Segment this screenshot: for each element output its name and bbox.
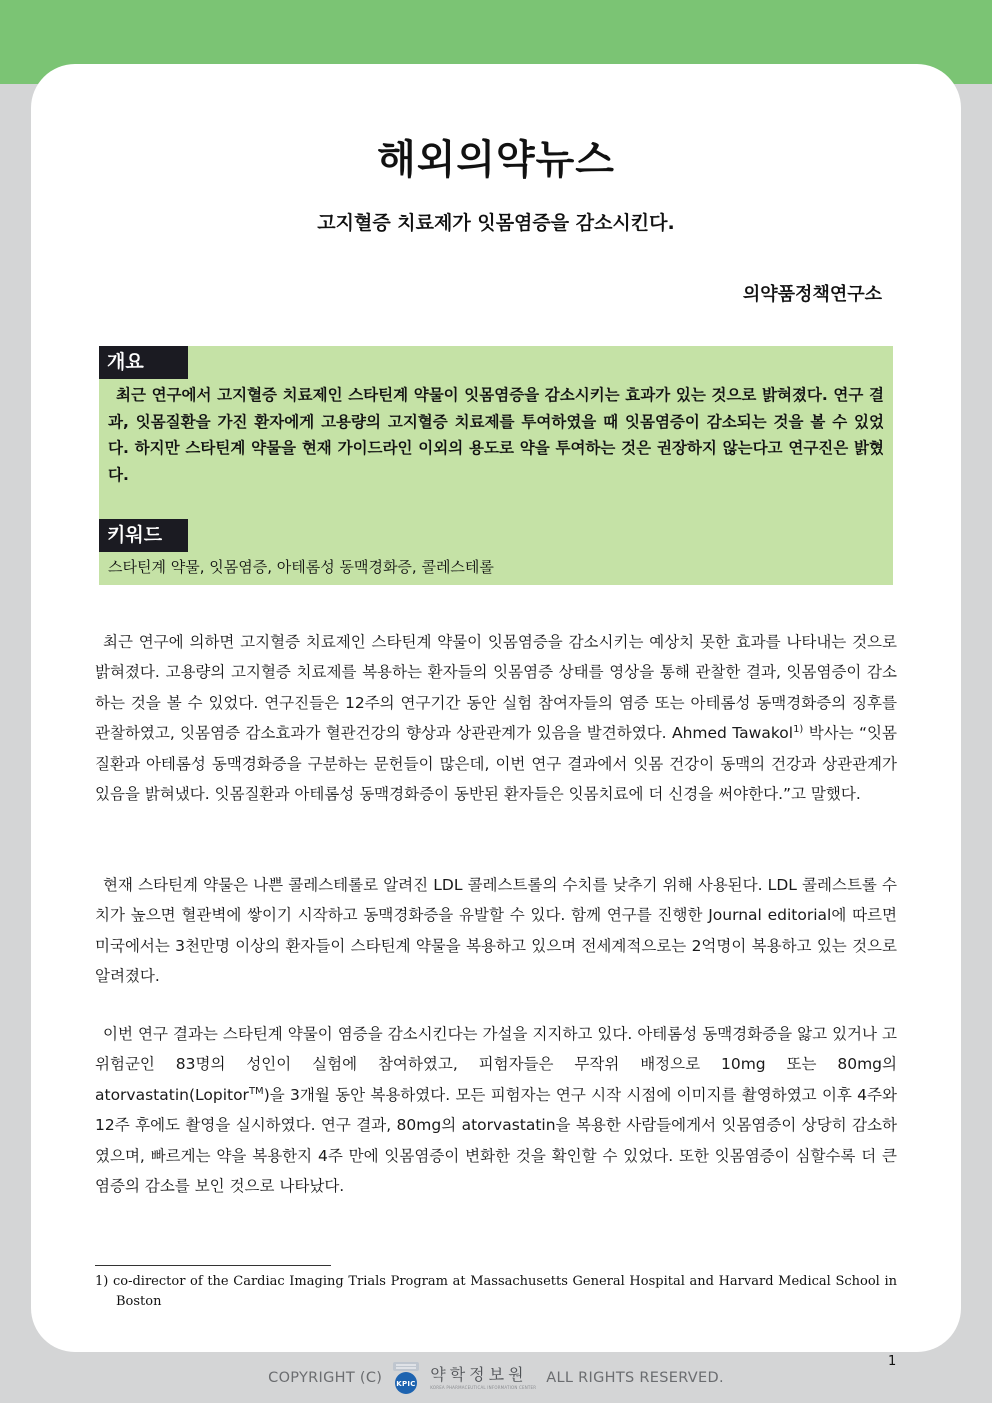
logo-english-text: KOREA PHARMACEUTICAL INFORMATION CENTER [430, 1384, 537, 1390]
body-paragraph-1-part-a: 최근 연구에 의하면 고지혈증 치료제인 스타틴계 약물이 잇몸염증을 감소시키는 예상치 못한 효과를 나타내는 것으로 밝혀졌다. 고용량의 고지혈증 치료제를 복용하는 환자들의 잇몸염증 상태를 영상을 통해 관찰한 결과, 잇몸염증이 감소하는 것을 볼 수 있었다. 연구진들은 12주의 연구기간 동안 실험 참여자들의 염증 또는 아테롬성 동맥경화증의 징후를 관찰하였고, 잇몸염증 감소효과가 혈관건강의 향상과 상관관계가 있음을 발견하였다. Ahmed Tawakol [95, 633, 897, 743]
body-paragraph-3 [95, 1019, 897, 1201]
kpic-badge-text: KPIC [396, 1380, 417, 1388]
body-paragraph-2: 현재 스타틴계 약물은 나쁜 콜레스테롤로 알려진 LDL 콜레스트롤의 수치를 낮추기 위해 사용된다. LDL 콜레스트롤 수치가 높으면 혈관벽에 쌓이기 시작하고 동맥경화증을 유발할 수 있다. 함께 연구를 진행한 Journal editorial에 따르면 미국에서는 3천만명 이상의 환자들이 스타틴계 약물을 복용하고 있으며 전세계적으로는 2억명이 복용하고 있는 것으로 알려졌다. [95, 876, 897, 986]
logo-korean-text: 약학정보원 [430, 1364, 528, 1384]
trademark-sup: TM [248, 1085, 264, 1097]
kpic-logo-icon [392, 1361, 420, 1395]
body-paragraph-3-part-b: )을 3개월 동안 복용하였다. 모든 피험자는 연구 시작 시점에 이미지를 촬영하였고 이후 4주와 12주 후에도 촬영을 실시하였다. 연구 결과, 80mg의 atorvastatin을 복용한 사람들에게서 잇몸염증이 상당히 감소하였으며, 빠르게는 약을 복용한지 4주 만에 잇몸염증이 변화한 것을 확인할 수 있었다. 또한 잇몸염증이 심할수록 더 큰 염증의 감소를 보인 것으로 나타났다. [95, 1085, 897, 1196]
footnote: 1) co-director of the Cardiac Imaging Trials Program at Massachusetts General Hospital and Harvard Medical School in Boston [95, 1274, 897, 1309]
footnote-ref: 1) [793, 724, 804, 736]
keywords-text: 스타틴계 약물, 잇몸염증, 아테롬성 동맥경화증, 콜레스테롤 [108, 558, 494, 576]
body-paragraph-3-part-a: 이번 연구 결과는 스타틴계 약물이 염증을 감소시킨다는 가설을 지지하고 있다. 아테롬성 동맥경화증을 앓고 있거나 고위험군인 83명의 성인이 실험에 참여하였고, 피험자들은 무작위 배정으로 10mg 또는 80mg의 atorvastatin(Lopitor [95, 1025, 897, 1104]
summary-tag: 개요 [99, 346, 188, 379]
summary-box [99, 346, 893, 585]
page-title: 해외의약뉴스 [377, 137, 615, 183]
body-paragraph-1 [95, 627, 897, 809]
kpic-wordmark [430, 1364, 537, 1390]
footer [0, 1358, 992, 1398]
body-paragraph-1-part-b: 박사는 “잇몸질환과 아테롬성 동맥경화증을 구분하는 문헌들이 많은데, 이번 연구 결과에서 잇몸 건강이 동맥의 건강과 상관관계가 있음을 밝혀냈다. 잇몸질환과 아테롬성 동맥경화증이 동반된 환자들은 잇몸치료에 더 신경을 써야한다.”고 말했다. [95, 724, 897, 804]
article-subtitle: 고지혈증 치료제가 잇몸염증을 감소시킨다. [317, 212, 675, 234]
footnote-divider [95, 1265, 331, 1266]
summary-text: 최근 연구에서 고지혈증 치료제인 스타틴계 약물이 잇몸염증을 감소시키는 효과가 있는 것으로 밝혀졌다. 연구 결과, 잇몸질환을 가진 환자에게 고용량의 고지혈증 치료제를 투여하였을 때 잇몸염증이 감소되는 것을 볼 수 있었다. 하지만 스타틴계 약물을 현재 가이드라인 이외의 용도로 약을 투여하는 것은 권장하지 않는다고 연구진은 밝혔다. [108, 386, 884, 484]
organization-name: 의약품정책연구소 [742, 284, 882, 305]
rights-text: ALL RIGHTS RESERVED. [546, 1370, 724, 1386]
copyright-text: COPYRIGHT (C) [268, 1370, 383, 1386]
keywords-tag: 키워드 [99, 519, 188, 552]
page-number: 1 [888, 1354, 897, 1369]
